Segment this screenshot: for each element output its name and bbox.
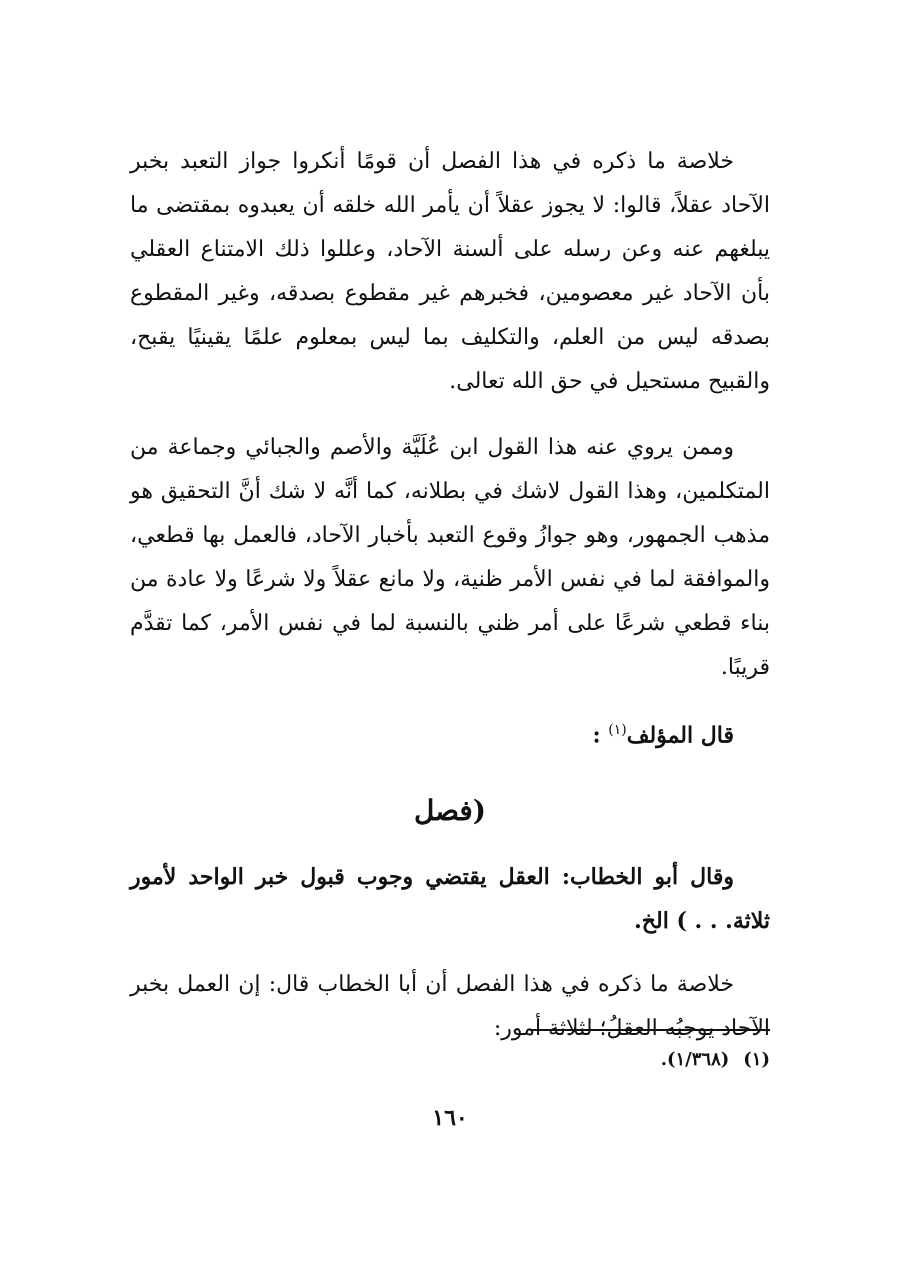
footnote-number: (١)	[743, 1049, 770, 1070]
paragraph-summary: خلاصة ما ذكره في هذا الفصل أن قومًا أنكروا جواز التعبد بخبر الآحاد عقلاً، قالوا: لا يجوز عقلاً أن يأمر الله خلقه أن يعبدوه بمقتضى ما يبلغهم عنه وعن رسله على ألسنة الآحاد، وعللوا ذلك الامتناع العقلي بأن الآحاد غير معصومين، فخبرهم غير مقطوع بصدقه، وغير المقطوع بصدقه ليس من العلم، والتكليف بما ليس بمعلوم علمًا يقينيًا يقبح، والقبيح مستحيل في حق الله تعالى.	[130, 149, 770, 394]
section-heading: (فصل	[413, 794, 487, 828]
page-number: ١٦٠	[432, 1105, 468, 1131]
footnote-reference[interactable]: (١)	[608, 722, 627, 738]
quoted-text: وقال أبو الخطاب: العقل يقتضي وجوب قبول خبر الواحد لأمور ثلاثة. . . ) الخ.	[130, 864, 770, 935]
author-colon: :	[592, 722, 601, 749]
paragraph-narrators: وممن يروي عنه هذا القول ابن عُلَيَّة والأصم والجبائي وجماعة من المتكلمين، وهذا القول لاشك في بطلانه، كما أنَّه لا شك أنَّ التحقيق هو مذهب الجمهور، وهو جوازُ وقوع التعبد بأخبار الآحاد، فالعمل بها قطعي، والموافقة لما في نفس الأمر ظنية، ولا مانع عقلاً ولا شرعًا ولا عادة من بناء قطعي شرعًا على أمر ظني بالنسبة لما في نفس الأمر، كما تقدَّم قريبًا.	[130, 435, 770, 680]
author-line	[130, 710, 770, 755]
author-label: قال المؤلف	[626, 722, 734, 749]
page-body	[130, 140, 770, 1051]
footnote-text: (١/٣٦٨).	[660, 1049, 730, 1070]
footnote	[130, 1046, 770, 1074]
footnote-divider	[530, 1029, 770, 1031]
paragraph-abu-khattab: خلاصة ما ذكره في هذا الفصل أن أبا الخطاب قال: إن العمل بخبر الآحاد يوجبُه العقلُ؛ لثلاثة أمور:	[130, 972, 770, 1042]
